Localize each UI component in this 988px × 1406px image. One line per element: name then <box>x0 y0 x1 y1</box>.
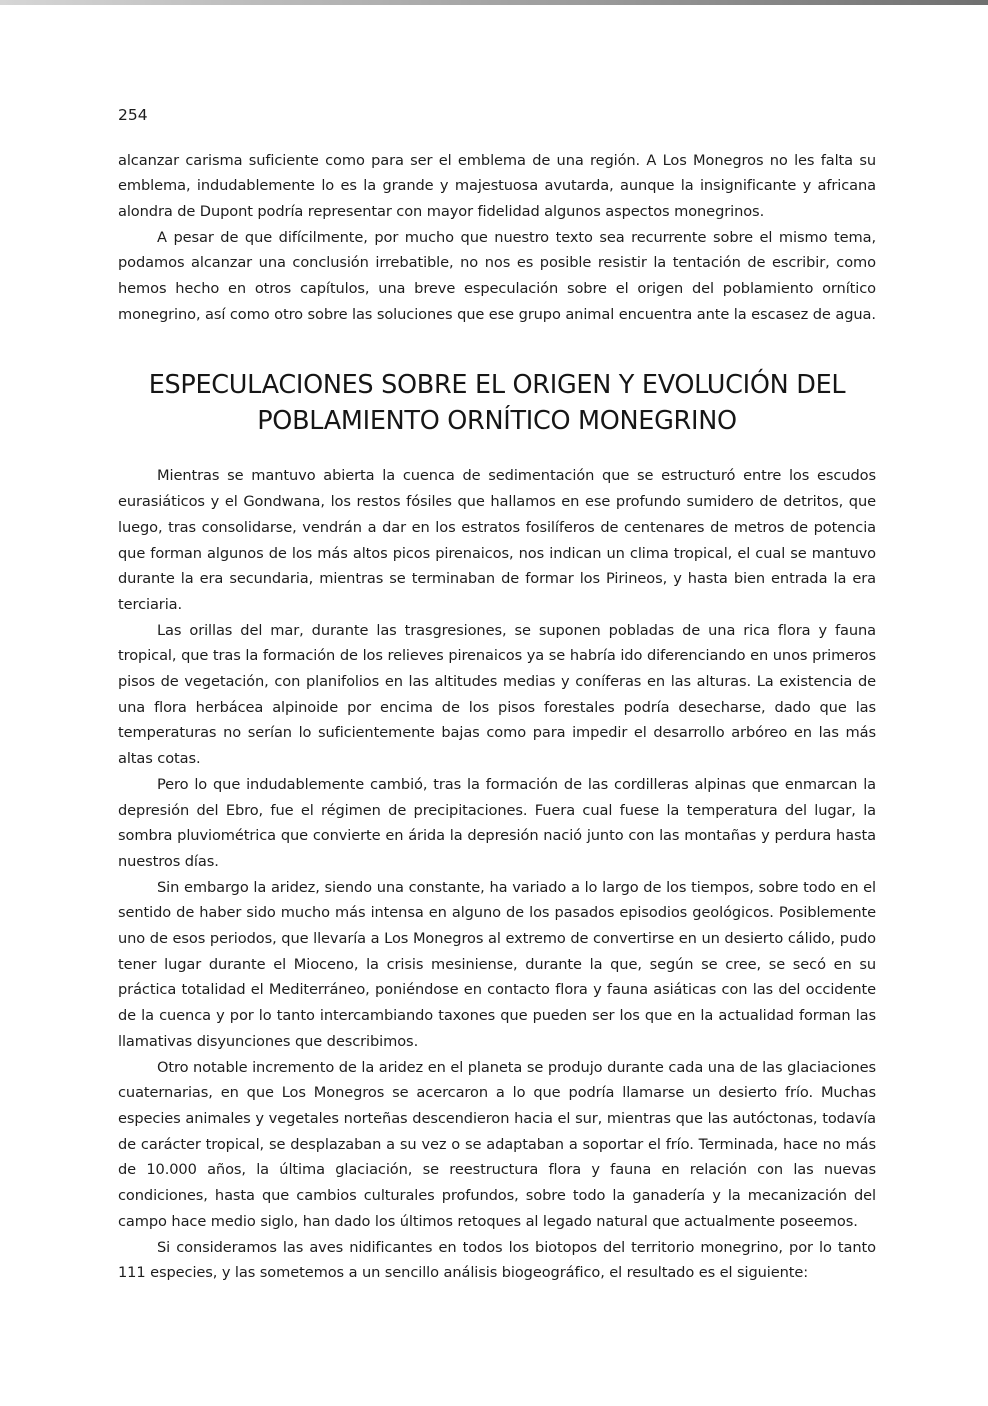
scan-edge-rule <box>0 0 988 5</box>
section-heading-line-2: POBLAMIENTO ORNÍTICO MONEGRINO <box>257 406 737 437</box>
book-page <box>118 108 876 1286</box>
section-heading <box>118 367 876 439</box>
section-paragraph-2: Las orillas del mar, durante las trasgresiones, se suponen pobladas de una rica flora y fauna tropical, que tras la formación de los relieves pirenaicos ya se habría ido diferenciando en unos primeros pisos de vegetación, con planifolios en las altitudes medias y coníferas en las alturas. La existencia de una flora herbácea alpinoide por encima de los pisos forestales podría desecharse, dado que las temperaturas no serían lo suficientemente bajas como para impedir el desarrollo arbóreo en las más altas cotas. <box>118 621 876 768</box>
intro-paragraph-2: A pesar de que difícilmente, por mucho que nuestro texto sea recurrente sobre el mismo tema, podamos alcanzar una conclusión irrebatible, no nos es posible resistir la tentación de escribir, como hemos hecho en otros capítulos, una breve especulación sobre el origen del poblamiento ornítico monegrino, así como otro sobre las soluciones que ese grupo animal encuentra ante la escasez de agua. <box>118 228 876 323</box>
section-paragraph-1: Mientras se mantuvo abierta la cuenca de sedimentación que se estructuró entre los escudos eurasiáticos y el Gondwana, los restos fósiles que hallamos en ese profundo sumidero de detritos, que luego, tras consolidarse, vendrán a dar en los estratos fosilíferos de centenares de metros de potencia que forman algunos de los más altos picos pirenaicos, nos indican un clima tropical, el cual se mantuvo durante la era secundaria, mientras se terminaban de formar los Pirineos, y hasta bien entrada la era terciaria. <box>118 467 876 613</box>
section-paragraph-5: Otro notable incremento de la aridez en el planeta se produjo durante cada una de las glaciaciones cuaternarias, en que Los Monegros se acercaron a lo que podría llamarse un desierto frío. Muchas especies animales y vegetales norteñas descendieron hacia el sur, mientras que las autóctonas, todavía de carácter tropical, se desplazaban a su vez o se adaptaban a soportar el frío. Terminada, hace no más de 10.000 años, la última glaciación, se reestructura flora y fauna en relación con las nuevas condiciones, hasta que cambios culturales profundos, sobre todo la ganadería y la mecanización del campo hace medio siglo, han dado los últimos retoques al legado natural que actualmente poseemos. <box>118 1058 876 1230</box>
page-number: 254 <box>118 106 148 124</box>
section-heading-line-1: ESPECULACIONES SOBRE EL ORIGEN Y EVOLUCIÓN DEL <box>148 370 846 401</box>
section-paragraph-4: Sin embargo la aridez, siendo una constante, ha variado a lo largo de los tiempos, sobre todo en el sentido de haber sido mucho más intensa en alguno de los pasados episodios geológicos. Posiblemente uno de esos periodos, que llevaría a Los Monegros al extremo de convertirse en un desierto cálido, pudo tener lugar durante el Mioceno, la crisis mesiniense, durante la que, según se cree, se secó en su práctica totalidad el Mediterráneo, poniéndose en contacto flora y fauna asiáticas con las del occidente de la cuenca y por lo tanto intercambiando taxones que pueden ser los que en la actualidad forman las llamativas disyunciones que describimos. <box>118 878 876 1050</box>
section-paragraph-3: Pero lo que indudablemente cambió, tras la formación de las cordilleras alpinas que enmarcan la depresión del Ebro, fue el régimen de precipitaciones. Fuera cual fuese la temperatura del lugar, la sombra pluviométrica que convierte en árida la depresión nació junto con las montañas y perdura hasta nuestros días. <box>118 775 876 870</box>
section-body <box>118 463 876 1286</box>
intro-text <box>118 148 876 328</box>
intro-paragraph-1: alcanzar carisma suficiente como para ser el emblema de una región. A Los Monegros no les falta su emblema, indudablemente lo es la grande y majestuosa avutarda, aunque la insignificante y africana alondra de Dupont podría representar con mayor fidelidad algunos aspectos monegrinos. <box>118 151 876 220</box>
section-paragraph-6: Si consideramos las aves nidificantes en todos los biotopos del territorio monegrino, por lo tanto 111 especies, y las sometemos a un sencillo análisis biogeográfico, el resultado es el siguiente: <box>118 1238 876 1282</box>
